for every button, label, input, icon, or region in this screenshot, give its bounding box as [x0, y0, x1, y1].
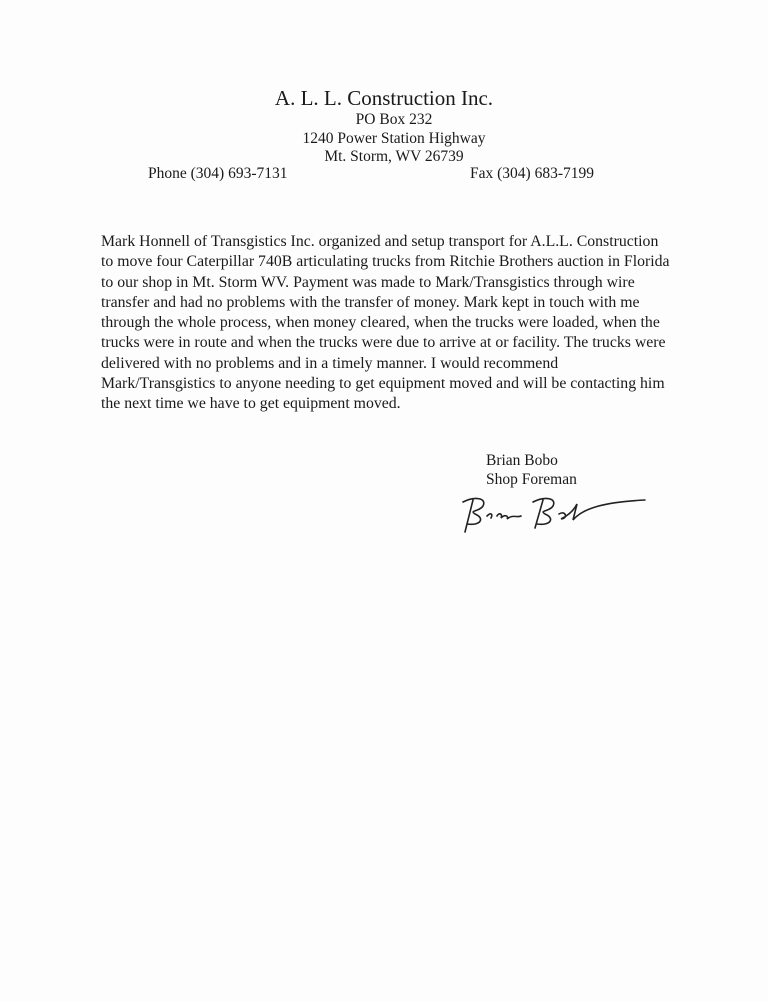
city-state-zip: Mt. Storm, WV 26739: [324, 148, 464, 165]
body-line: transfer and had no problems with the transfer of money. Mark kept in touch with me: [101, 293, 640, 311]
body-line: delivered with no problems and in a timely manner. I would recommend: [101, 354, 559, 372]
fax-number: Fax (304) 683-7199: [470, 165, 594, 182]
signer-block: [486, 451, 577, 489]
body-line: to our shop in Mt. Storm WV. Payment was made to Mark/Transgistics through wire: [101, 273, 635, 291]
signer-name: Brian Bobo: [486, 452, 558, 469]
body-line: Mark Honnell of Transgistics Inc. organized and setup transport for A.L.L. Construction: [101, 233, 659, 250]
signer-title: Shop Foreman: [486, 471, 577, 488]
body-line: through the whole process, when money cleared, when the trucks were loaded, when the: [101, 314, 660, 332]
body-line: to move four Caterpillar 740B articulating trucks from Ritchie Brothers auction in Florida: [101, 253, 670, 271]
body-line: trucks were in route and when the trucks were due to arrive at or facility. The trucks were: [101, 334, 666, 352]
body-line: Mark/Transgistics to anyone needing to get equipment moved and will be contacting him: [101, 375, 665, 393]
body-line: the next time we have to get equipment moved.: [101, 395, 401, 413]
po-box: PO Box 232: [355, 111, 433, 128]
phone-number: Phone (304) 693-7131: [148, 165, 288, 182]
street-address: 1240 Power Station Highway: [302, 130, 486, 147]
letter-body: [101, 232, 670, 415]
handwritten-signature: [455, 488, 655, 538]
company-name: A. L. L. Construction Inc.: [274, 86, 494, 110]
